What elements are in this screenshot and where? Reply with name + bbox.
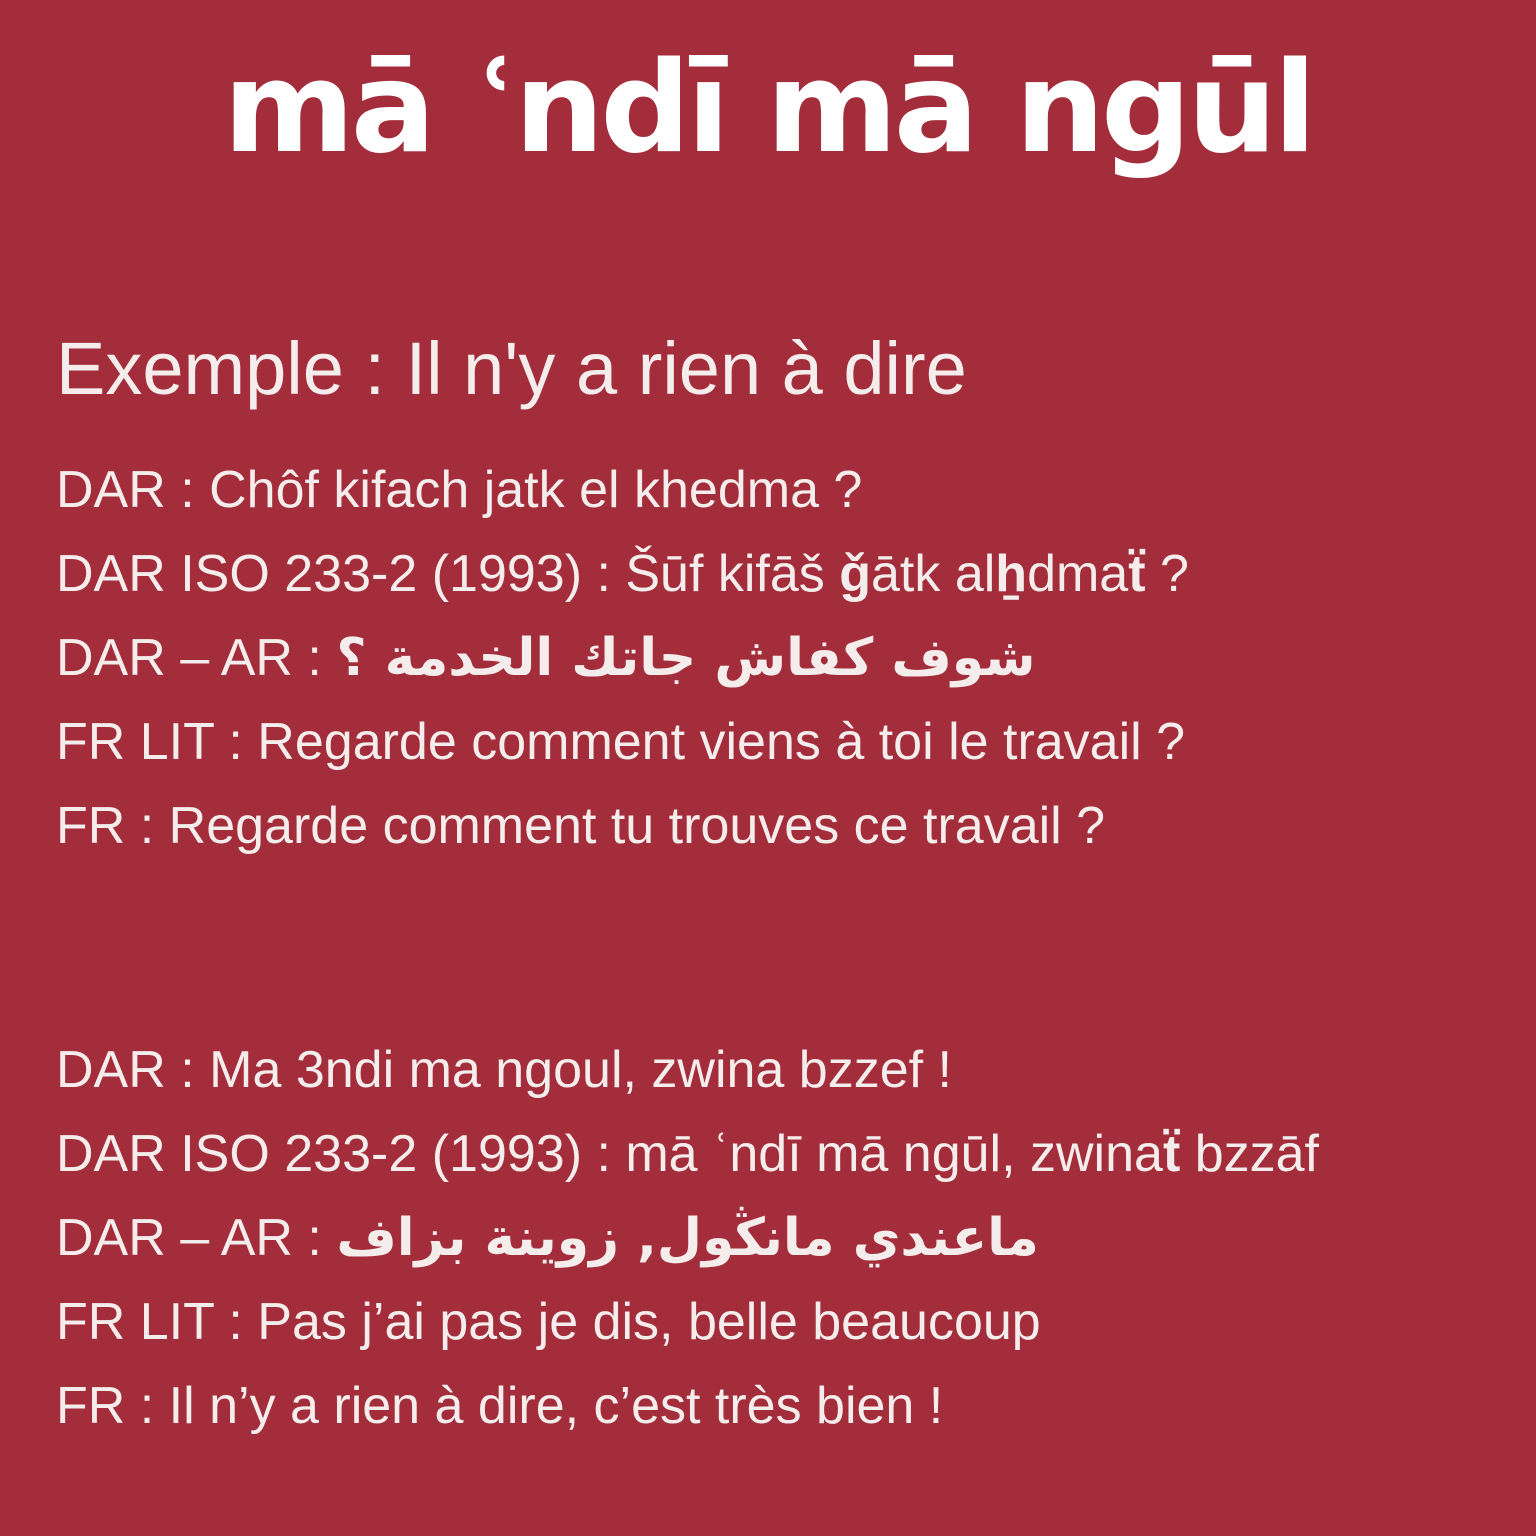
example-block-answer <box>56 1028 1516 1448</box>
line-text: FR : Il n’y a rien à dire, c’est très bien ! <box>56 1377 944 1435</box>
example-subtitle: Exemple : Il n'y a rien à dire <box>56 327 967 410</box>
card-title: mā ʿndī mā ngūl <box>223 34 1313 181</box>
line-dar-iso <box>56 1112 1516 1196</box>
line-text: DAR ISO 233-2 (1993) : mā ʿndī mā ngūl, zwina <box>56 1125 1163 1183</box>
iso-emphasis: ǧ <box>839 545 871 603</box>
arabic-text: ماعندي مانڭول, زوينة بزاف <box>336 1208 1039 1268</box>
example-block-question <box>56 448 1516 868</box>
line-label: DAR – AR : <box>56 1209 337 1267</box>
line-label: DAR – AR : <box>56 629 337 687</box>
line-text: DAR ISO 233-2 (1993) : Šūf kifāš <box>56 545 840 603</box>
arabic-text: شوف كفاش جاتك الخدمة ؟ <box>336 628 1036 688</box>
iso-emphasis: ẗ <box>1128 545 1146 603</box>
line-text: FR : Regarde comment tu trouves ce travail ? <box>56 797 1106 855</box>
line-text: DAR : Ma 3ndi ma ngoul, zwina bzzef ! <box>56 1041 952 1099</box>
line-text: ātk al <box>871 545 996 603</box>
line-dar <box>56 1028 1516 1112</box>
line-fr-lit <box>56 700 1516 784</box>
line-dar-ar <box>56 616 1516 700</box>
line-text: ? <box>1145 545 1189 603</box>
iso-emphasis: ẖ <box>995 545 1028 603</box>
line-fr <box>56 1364 1516 1448</box>
line-fr <box>56 784 1516 868</box>
iso-emphasis: ẗ <box>1162 1125 1181 1183</box>
line-fr-lit <box>56 1280 1516 1364</box>
line-text: FR LIT : Pas j’ai pas je dis, belle beaucoup <box>56 1293 1041 1351</box>
line-text: bzzāf <box>1180 1125 1319 1183</box>
line-text: dma <box>1027 545 1129 603</box>
line-text: FR LIT : Regarde comment viens à toi le travail ? <box>56 713 1186 771</box>
line-dar-iso <box>56 532 1516 616</box>
line-dar-ar <box>56 1196 1516 1280</box>
line-dar <box>56 448 1516 532</box>
line-text: DAR : Chôf kifach jatk el khedma ? <box>56 461 863 519</box>
